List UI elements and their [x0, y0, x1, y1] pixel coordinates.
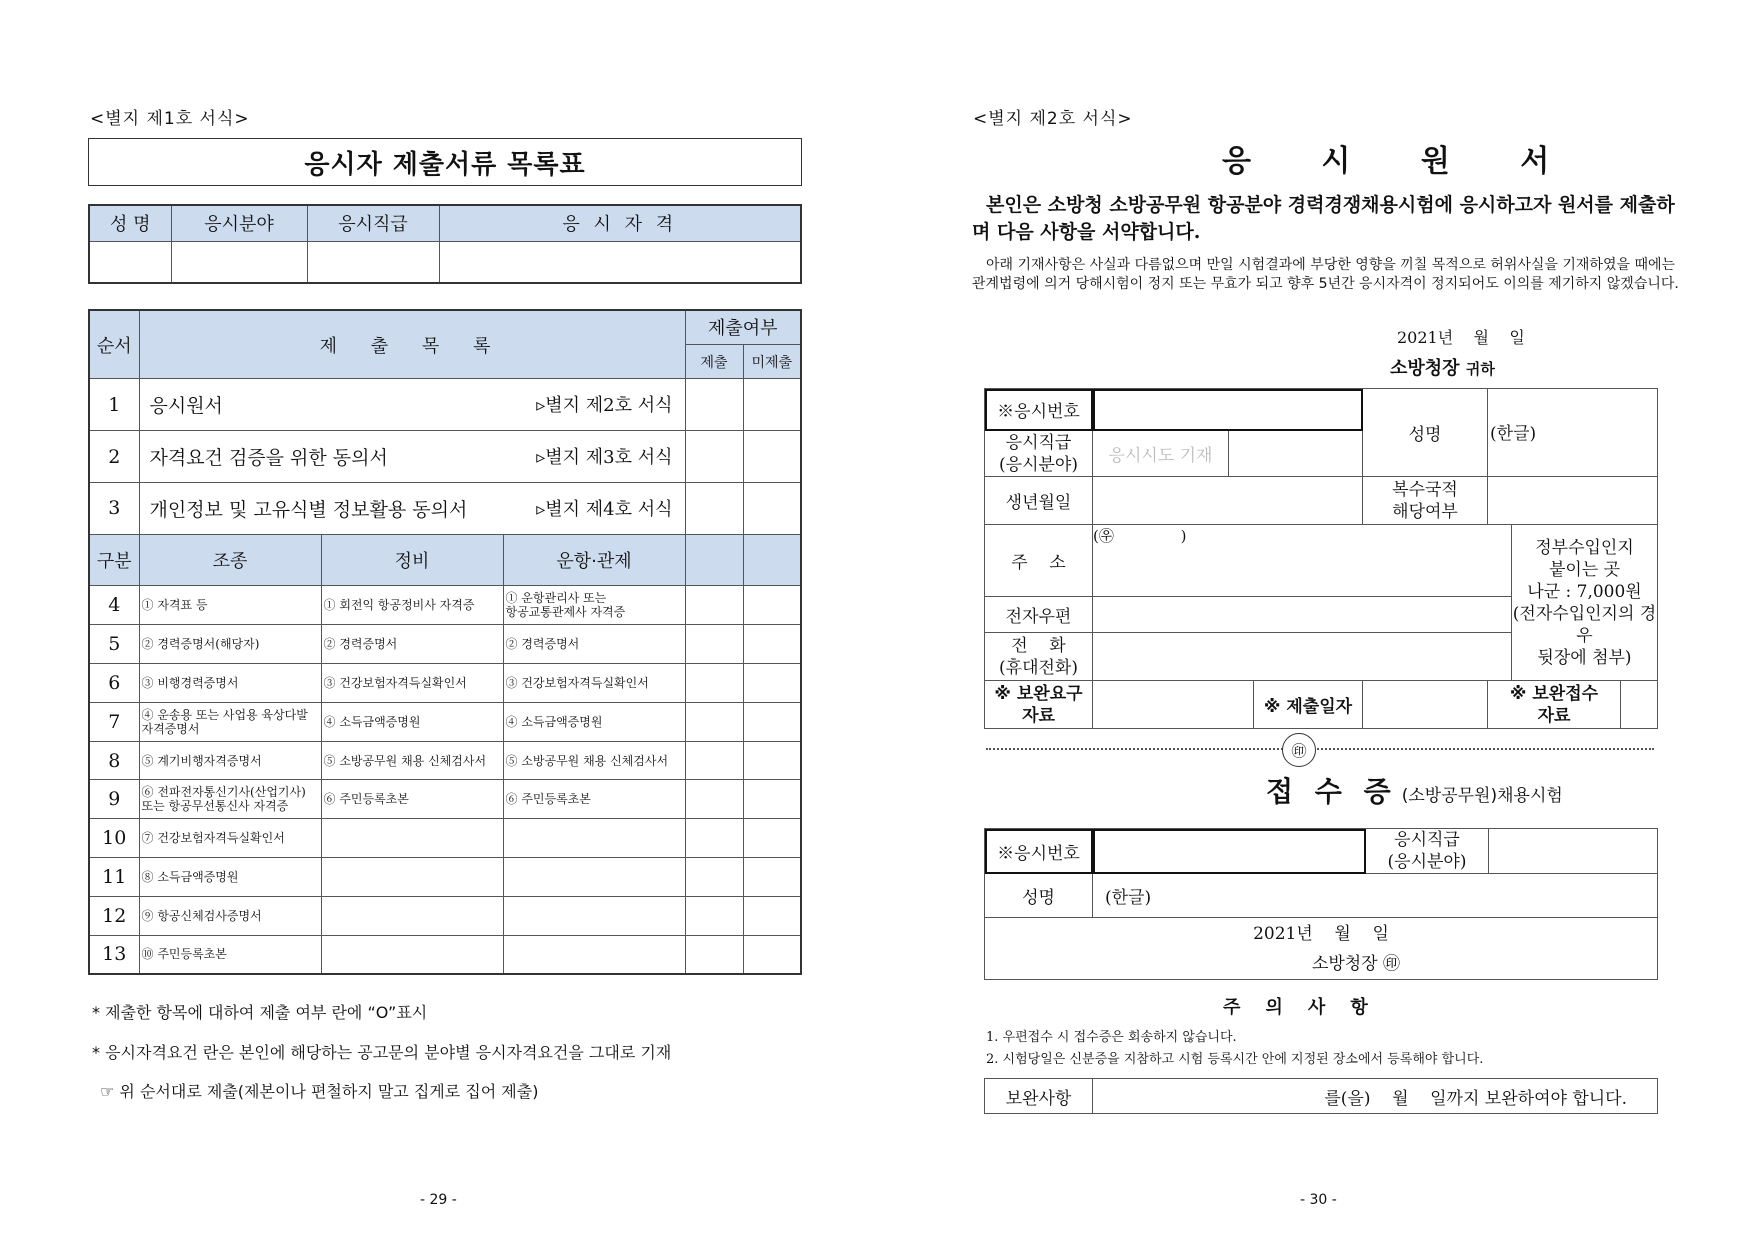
operation-document	[503, 896, 685, 935]
receipt-rank-label	[1366, 829, 1489, 874]
not-submitted-check[interactable]	[743, 819, 801, 858]
row-number: 7	[89, 702, 139, 741]
phone-field[interactable]	[1093, 633, 1512, 681]
supplement-receive-label	[1488, 681, 1621, 729]
notice-2: 2. 시험당일은 신분증을 지참하고 시험 등록시간 안에 지정된 장소에서 등록해야 합니다.	[986, 1052, 1484, 1067]
table-row	[89, 702, 801, 741]
supp-req-line1: ※ 보완요구	[994, 683, 1083, 704]
submitted-check[interactable]	[685, 896, 743, 935]
applicant-info-table	[88, 204, 802, 284]
submitted-check[interactable]	[685, 431, 743, 483]
name-hint: (한글)	[1490, 424, 1537, 444]
operation-document	[503, 858, 685, 897]
stamp-line: 뒷장에 첨부)	[1537, 647, 1632, 668]
header-field: 응시분야	[171, 205, 307, 241]
pilot-document: ⑩ 주민등록초본	[139, 935, 321, 974]
row-number: 2	[89, 431, 139, 483]
dual-label-line2: 해당여부	[1392, 501, 1458, 522]
application-title: 응 시 원 서	[1222, 144, 1580, 179]
operation-document: ⑤ 소방공무원 채용 신체검사서	[503, 741, 685, 780]
rank-label-line2: (응시분야)	[999, 454, 1078, 475]
submitted-check[interactable]	[685, 664, 743, 703]
page-number-right: - 30 -	[1300, 1192, 1337, 1208]
exam-number-label: ※응시번호	[985, 389, 1093, 431]
submit-date-label: ※ 제출일자	[1254, 681, 1363, 729]
maintenance-document: ② 경력증명서	[321, 625, 503, 664]
phone-label	[985, 633, 1093, 681]
receipt-title: 접 수 증	[1266, 775, 1397, 808]
pilot-document: ⑨ 항공신체검사증명서	[139, 896, 321, 935]
not-submitted-check[interactable]	[743, 858, 801, 897]
page-title-left: 응시자 제출서류 목록표	[88, 138, 802, 186]
cut-line	[986, 748, 1654, 750]
row-number: 11	[89, 858, 139, 897]
stamp-line: 나군 : 7,000원	[1527, 581, 1642, 602]
submitted-check[interactable]	[685, 702, 743, 741]
pilot-document: ① 자격표 등	[139, 586, 321, 625]
recipient: 소방청장	[1390, 358, 1460, 379]
stamp-line: (전자수입인지의 경우	[1512, 603, 1657, 646]
operation-document: ② 경력증명서	[503, 625, 685, 664]
not-submitted-check[interactable]	[743, 702, 801, 741]
table-row	[89, 625, 801, 664]
common-item-label: 개인정보 및 고유식별 정보활용 동의서	[149, 498, 468, 521]
page-number-left: - 29 -	[420, 1192, 457, 1208]
submitted-check[interactable]	[685, 482, 743, 534]
notice-1: 1. 우편접수 시 접수증은 회송하지 않습니다.	[986, 1030, 1237, 1045]
name-cell[interactable]	[89, 241, 171, 283]
header-name: 성 명	[89, 205, 171, 241]
recipient-line	[1390, 354, 1495, 380]
maintenance-document	[321, 858, 503, 897]
form-label-2: <별지 제2호 서식>	[973, 109, 1133, 129]
pilot-document: ③ 비행경력증명서	[139, 664, 321, 703]
receipt-exam-number-field[interactable]	[1093, 829, 1366, 874]
phone-label-line2: (휴대전화)	[999, 657, 1078, 678]
not-submitted-check[interactable]	[743, 625, 801, 664]
maintenance-document	[321, 819, 503, 858]
pilot-document: ⑥ 전파전자통신기사(산업기사) 또는 항공무선통신사 자격증	[139, 780, 321, 819]
maintenance-document: ④ 소득금액증명원	[321, 702, 503, 741]
category-maintenance: 정비	[321, 534, 503, 586]
exam-number-field[interactable]	[1093, 389, 1363, 431]
row-number: 3	[89, 482, 139, 534]
operation-document	[503, 935, 685, 974]
common-item	[139, 431, 685, 483]
maintenance-document	[321, 896, 503, 935]
category-blank	[743, 534, 801, 586]
supplement-label: 보완사항	[985, 1079, 1093, 1114]
table-row	[89, 935, 801, 974]
receipt-table	[984, 828, 1658, 980]
row-number: 10	[89, 819, 139, 858]
supplement-request-field[interactable]	[1093, 681, 1254, 729]
common-item	[139, 482, 685, 534]
pilot-document: ⑧ 소득금액증명원	[139, 858, 321, 897]
document-list-table	[88, 309, 802, 975]
common-item-label: 자격요건 검증을 위한 동의서	[149, 447, 388, 470]
row-number: 9	[89, 780, 139, 819]
not-submitted-check[interactable]	[743, 935, 801, 974]
supp-recv-line1: ※ 보완접수	[1509, 683, 1599, 704]
note-2: * 응시자격요건 란은 본인에 해당하는 공고문의 분야별 응시자격요건을 그대로 기재	[92, 1043, 672, 1062]
not-submitted-check[interactable]	[743, 780, 801, 819]
pilot-document: ⑤ 계기비행자격증명서	[139, 741, 321, 780]
maintenance-document: ⑥ 주민등록초본	[321, 780, 503, 819]
rank-field[interactable]: 응시시도 기재	[1093, 431, 1229, 477]
table-row	[89, 586, 801, 625]
submitted-check[interactable]	[685, 379, 743, 431]
row-number: 5	[89, 625, 139, 664]
submitted-check[interactable]	[685, 625, 743, 664]
submitted-check[interactable]	[685, 741, 743, 780]
dual-label-line1: 복수국적	[1392, 479, 1458, 500]
row-number: 8	[89, 741, 139, 780]
common-item-ref: ▹별지 제3호 서식	[536, 447, 673, 469]
pilot-document: ② 경력증명서(해당자)	[139, 625, 321, 664]
qualification-cell[interactable]	[439, 241, 801, 283]
oath-text: 본인은 소방청 소방공무원 항공분야 경력경쟁채용시험에 응시하고자 원서를 제출하며 다음 사항을 서약합니다.	[972, 194, 1675, 243]
form-label-1: <별지 제1호 서식>	[90, 109, 250, 129]
receipt-issuer: 소방청장	[1311, 953, 1378, 974]
maintenance-document: ⑤ 소방공무원 채용 신체검사서	[321, 741, 503, 780]
header-rank: 응시직급	[307, 205, 439, 241]
maintenance-document: ① 회전익 항공정비사 자격증	[321, 586, 503, 625]
birth-label: 생년월일	[985, 477, 1093, 525]
note-1: * 제출한 항목에 대하여 제출 여부 란에 “O”표시	[92, 1003, 428, 1022]
receipt-rank-line2: (응시분야)	[1387, 852, 1467, 872]
birth-field[interactable]	[1093, 477, 1363, 525]
receipt-rank-line1: 응시직급	[1394, 830, 1460, 850]
pilot-document: ④ 운송용 또는 사업용 육상다발 자격증명서	[139, 702, 321, 741]
table-row	[89, 741, 801, 780]
not-submitted-check[interactable]	[743, 664, 801, 703]
submit-status-header: 제출여부	[685, 310, 801, 344]
not-submitted-check[interactable]	[743, 431, 801, 483]
dual-nationality-label	[1363, 477, 1488, 525]
rank-label	[985, 431, 1093, 477]
maintenance-document: ③ 건강보험자격득실확인서	[321, 664, 503, 703]
supp-req-line2: 자료	[1022, 705, 1055, 726]
seal-mark-icon: ㊞	[1282, 733, 1316, 767]
rank-field-extra[interactable]	[1229, 431, 1363, 477]
pilot-document: ⑦ 건강보험자격득실확인서	[139, 819, 321, 858]
date-line: 2021년 월 일	[1397, 328, 1525, 347]
receipt-date: 2021년 월 일	[1253, 923, 1389, 944]
stamp-line: 붙이는 곳	[1548, 559, 1621, 580]
submitted-check[interactable]	[685, 586, 743, 625]
maintenance-document	[321, 935, 503, 974]
not-submitted-check[interactable]	[743, 586, 801, 625]
receipt-name-label: 성명	[985, 874, 1093, 918]
submitted-check[interactable]	[685, 858, 743, 897]
table-row	[89, 780, 801, 819]
supplement-request-label	[985, 681, 1093, 729]
receipt-subtitle: (소방공무원)채용시험	[1401, 786, 1563, 806]
receipt-name-hint: (한글)	[1105, 888, 1152, 908]
field-cell[interactable]	[171, 241, 307, 283]
category-operation: 운항·관제	[503, 534, 685, 586]
not-submitted-check[interactable]	[743, 379, 801, 431]
rank-cell[interactable]	[307, 241, 439, 283]
common-item-ref: ▹별지 제4호 서식	[536, 498, 673, 520]
operation-document	[503, 819, 685, 858]
statement-text: 아래 기재사항은 사실과 다름없으며 만일 시험결과에 부당한 영향을 끼칠 목적으로 허위사실을 기재하였을 때에는 관계법령에 의거 당해시험이 정지 또는 무효가 되고 향후 5년간 응시자격이 정지되어도 이의를 제기하지 않겠습니다.	[972, 257, 1679, 292]
notice-title: 주 의 사 항	[1223, 997, 1368, 1018]
receipt-name-field[interactable]	[1093, 874, 1658, 918]
rank-label-line1: 응시직급	[1005, 432, 1072, 453]
receipt-heading	[1266, 770, 1563, 810]
receipt-exam-number-label: ※응시번호	[985, 829, 1093, 874]
not-submitted-header: 미제출	[743, 344, 801, 378]
submitted-header: 제출	[685, 344, 743, 378]
name-field[interactable]	[1488, 389, 1658, 477]
receipt-rank-field[interactable]	[1489, 829, 1658, 874]
operation-document: ⑥ 주민등록초본	[503, 780, 685, 819]
header-qualification: 응 시 자 격	[439, 205, 801, 241]
receipt-issue-area	[985, 918, 1658, 980]
not-submitted-check[interactable]	[743, 741, 801, 780]
common-item	[139, 379, 685, 431]
not-submitted-check[interactable]	[743, 896, 801, 935]
category-blank	[685, 534, 743, 586]
table-row	[89, 664, 801, 703]
email-field[interactable]	[1093, 597, 1512, 633]
order-header: 순서	[89, 310, 139, 379]
operation-document: ① 운항관리사 또는 항공교통관제사 자격증	[503, 586, 685, 625]
submitted-check[interactable]	[685, 819, 743, 858]
note-3: ☞ 위 순서대로 제출(제본이나 편철하지 말고 집게로 집어 제출)	[100, 1082, 539, 1101]
recipient-suffix: 귀하	[1465, 360, 1495, 378]
address-label: 주 소	[985, 525, 1093, 597]
table-row	[89, 819, 801, 858]
supplement-receive-field[interactable]	[1620, 681, 1657, 729]
phone-label-line1: 전 화	[1011, 635, 1066, 656]
address-field[interactable]: (㉾ )	[1093, 525, 1512, 597]
dual-nationality-field[interactable]	[1488, 477, 1658, 525]
submitted-check[interactable]	[685, 935, 743, 974]
receipt-seal-icon: ㊞	[1383, 953, 1401, 974]
operation-document: ③ 건강보험자격득실확인서	[503, 664, 685, 703]
submit-date-field[interactable]	[1363, 681, 1488, 729]
row-number: 1	[89, 379, 139, 431]
submitted-check[interactable]	[685, 780, 743, 819]
table-row	[89, 896, 801, 935]
supplement-text[interactable]: 를(을) 월 일까지 보완하여야 합니다.	[1093, 1079, 1658, 1114]
row-number: 12	[89, 896, 139, 935]
revenue-stamp-area	[1512, 525, 1658, 681]
email-label: 전자우편	[985, 597, 1093, 633]
category-header: 구분	[89, 534, 139, 586]
common-item-ref: ▹별지 제2호 서식	[536, 395, 673, 417]
not-submitted-check[interactable]	[743, 482, 801, 534]
supp-recv-line2: 자료	[1537, 705, 1571, 726]
supplement-box	[984, 1078, 1658, 1114]
stamp-line: 정부수입인지	[1535, 537, 1634, 558]
row-number: 6	[89, 664, 139, 703]
common-item-label: 응시원서	[149, 395, 223, 418]
name-label: 성명	[1363, 389, 1488, 477]
application-form-table	[984, 388, 1658, 728]
items-header: 제 출 목 록	[139, 310, 685, 379]
row-number: 4	[89, 586, 139, 625]
row-number: 13	[89, 935, 139, 974]
category-pilot: 조종	[139, 534, 321, 586]
table-row	[89, 858, 801, 897]
operation-document: ④ 소득금액증명원	[503, 702, 685, 741]
